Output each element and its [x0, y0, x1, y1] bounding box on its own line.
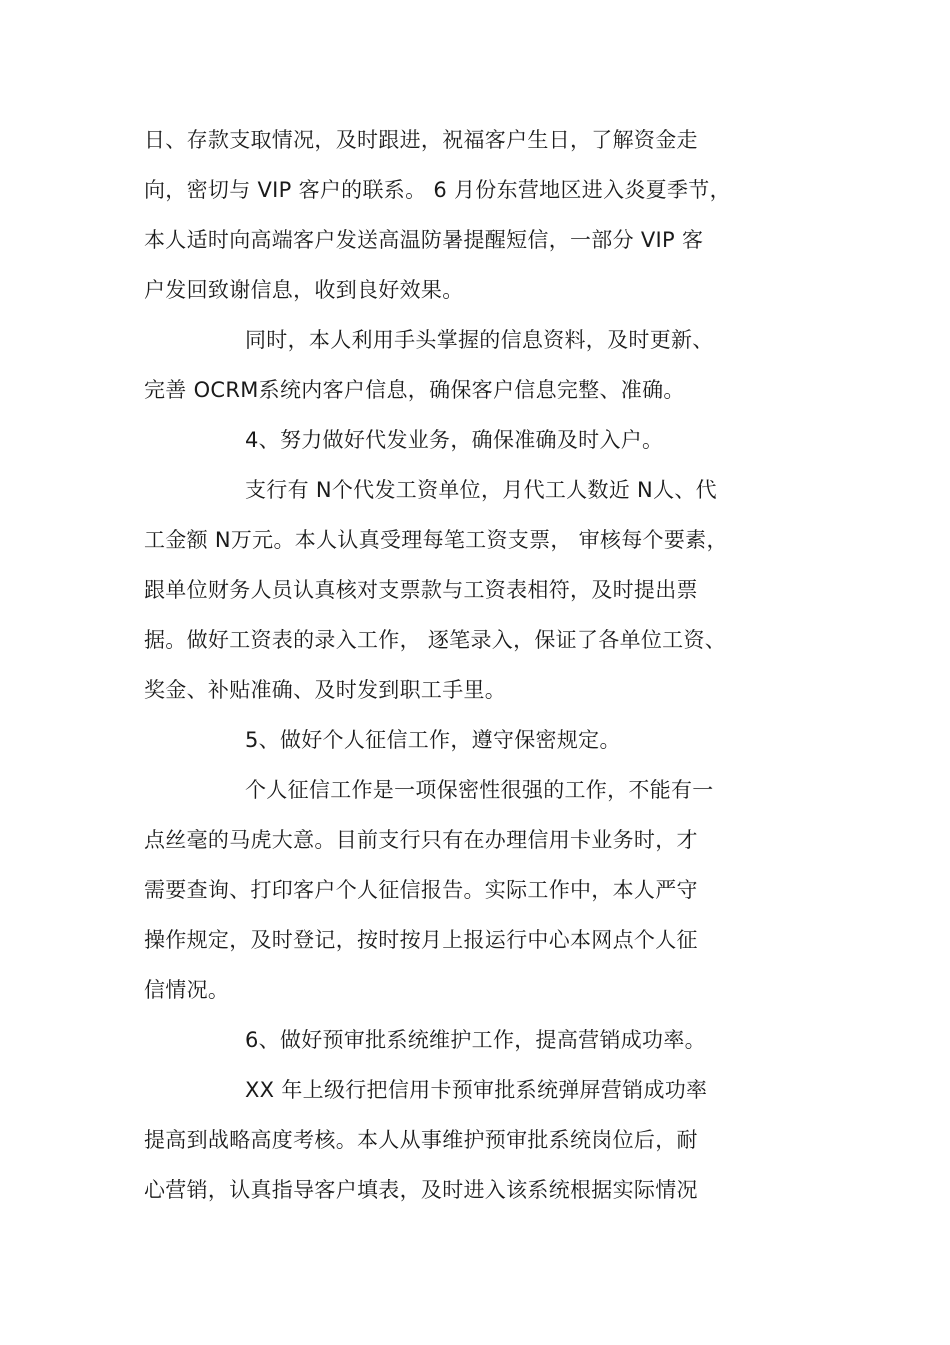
paragraph-start-line: XX 年上级行把信用卡预审批系统弹屏营销成功率	[245, 1078, 708, 1102]
body-line: 操作规定，及时登记，按时按月上报运行中心本网点个人征	[144, 928, 698, 952]
body-line: 户发回致谢信息，收到良好效果。	[144, 278, 464, 302]
body-line: 信情况。	[144, 978, 230, 1002]
body-line: 据。做好工资表的录入工作， 逐笔录入，保证了各单位工资、	[144, 628, 727, 652]
paragraph-start-line: 支行有 N个代发工资单位，月代工人数近 N人、代	[245, 478, 717, 502]
body-line: 向，密切与 VIP 客户的联系。 6 月份东营地区进入炎夏季节，	[144, 178, 731, 202]
body-line: 心营销，认真指导客户填表，及时进入该系统根据实际情况	[144, 1178, 698, 1202]
body-line: 工金额 N万元。本人认真受理每笔工资支票， 审核每个要素，	[144, 528, 728, 552]
body-line: 奖金、补贴准确、及时发到职工手里。	[144, 678, 507, 702]
body-line: 跟单位财务人员认真核对支票款与工资表相符，及时提出票	[144, 578, 698, 602]
paragraph-start-line: 同时，本人利用手头掌握的信息资料，及时更新、	[245, 328, 714, 352]
section-heading: 4、努力做好代发业务，确保准确及时入户。	[245, 428, 664, 452]
body-line: 本人适时向高端客户发送高温防暑提醒短信，一部分 VIP 客	[144, 228, 704, 252]
body-line: 日、存款支取情况，及时跟进，祝福客户生日，了解资金走	[144, 128, 698, 152]
body-line: 点丝毫的马虎大意。目前支行只有在办理信用卡业务时，才	[144, 828, 698, 852]
section-heading: 5、做好个人征信工作，遵守保密规定。	[245, 728, 621, 752]
paragraph-start-line: 个人征信工作是一项保密性很强的工作，不能有一	[245, 778, 714, 802]
body-line: 提高到战略高度考核。本人从事维护预审批系统岗位后，耐	[144, 1128, 698, 1152]
section-heading: 6、做好预审批系统维护工作，提高营销成功率。	[245, 1028, 706, 1052]
body-line: 完善 OCRM系统内客户信息，确保客户信息完整、准确。	[144, 378, 685, 402]
body-line: 需要查询、打印客户个人征信报告。实际工作中，本人严守	[144, 878, 698, 902]
